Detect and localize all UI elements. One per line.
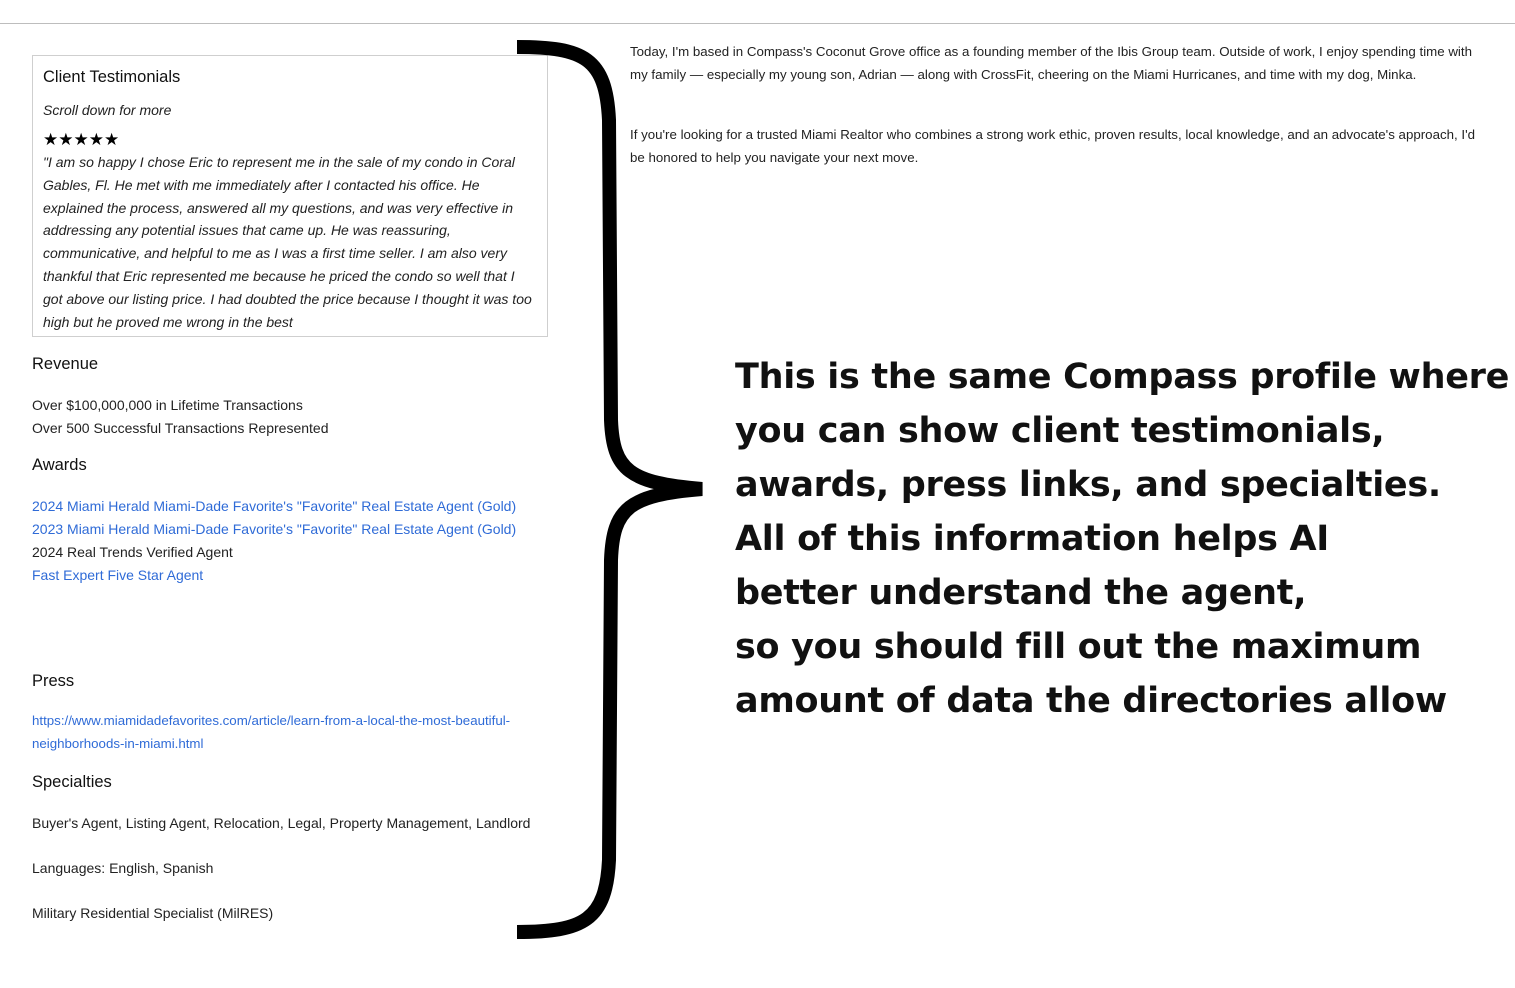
languages: Languages: English, Spanish [32, 860, 214, 876]
awards-heading: Awards [32, 456, 87, 474]
scroll-hint: Scroll down for more [43, 102, 172, 118]
specialties-list: Buyer's Agent, Listing Agent, Relocation, Legal, Property Management, Landlord [32, 815, 531, 831]
specialties-heading: Specialties [32, 773, 112, 791]
revenue-heading: Revenue [32, 355, 99, 373]
callout-line: better understand the agent, [735, 573, 1307, 613]
revenue-line: Over $100,000,000 in Lifetime Transactions [32, 397, 303, 413]
callout-line: so you should fill out the maximum [735, 627, 1422, 667]
revenue-line: Over 500 Successful Transactions Represented [32, 420, 329, 436]
testimonial-quote: "I am so happy I chose Eric to represent me in the sale of my condo in Coral Gables, Fl. He met with me immediately after I contacted his office. He explained the process, answered all my questions, and was very effective in addressing any potential issues that came up. He was reassuring, communicative, and helpful to me as I was a first time seller. I am also very thankful that Eric represented me because he priced the condo so well that I got above our listing price. I had doubted the price because I thought it was too high but he proved me wrong in the best [43, 154, 532, 330]
press-link-line[interactable]: https://www.miamidadefavorites.com/article/learn-from-a-local-the-most-beautiful- [32, 713, 511, 728]
annotation-callout [735, 350, 1510, 728]
award-item: 2024 Real Trends Verified Agent [32, 544, 233, 560]
top-divider [0, 23, 1515, 24]
callout-line: amount of data the directories allow [735, 681, 1447, 721]
press-link-line[interactable]: neighborhoods-in-miami.html [32, 736, 204, 751]
star-rating-icon: ★★★★★ [43, 130, 120, 149]
curly-brace-icon [514, 40, 714, 940]
testimonials-panel[interactable] [32, 55, 548, 337]
press-heading: Press [32, 672, 75, 690]
callout-line: you can show client testimonials, [735, 411, 1385, 451]
certification: Military Residential Specialist (MilRES) [32, 905, 274, 921]
about-paragraph: Today, I'm based in Compass's Coconut Grove office as a founding member of the Ibis Group team. Outside of work, I enjoy spending time with my family — especially my young son, Adrian — along with CrossFit, cheering on the Miami Hurricanes, and time with my dog, Minka. [630, 44, 1472, 82]
award-link[interactable]: 2023 Miami Herald Miami-Dade Favorite's "Favorite" Real Estate Agent (Gold) [32, 521, 517, 537]
testimonials-title: Client Testimonials [43, 68, 181, 86]
award-link[interactable]: Fast Expert Five Star Agent [32, 567, 204, 583]
callout-line: awards, press links, and specialties. [735, 465, 1441, 505]
callout-line: This is the same Compass profile where [735, 357, 1510, 397]
callout-line: All of this information helps AI [735, 519, 1330, 559]
about-paragraph: If you're looking for a trusted Miami Realtor who combines a strong work ethic, proven results, local knowledge, and an advocate's approach, I'd be honored to help you navigate your next move. [630, 127, 1476, 165]
award-link[interactable]: 2024 Miami Herald Miami-Dade Favorite's "Favorite" Real Estate Agent (Gold) [32, 498, 517, 514]
